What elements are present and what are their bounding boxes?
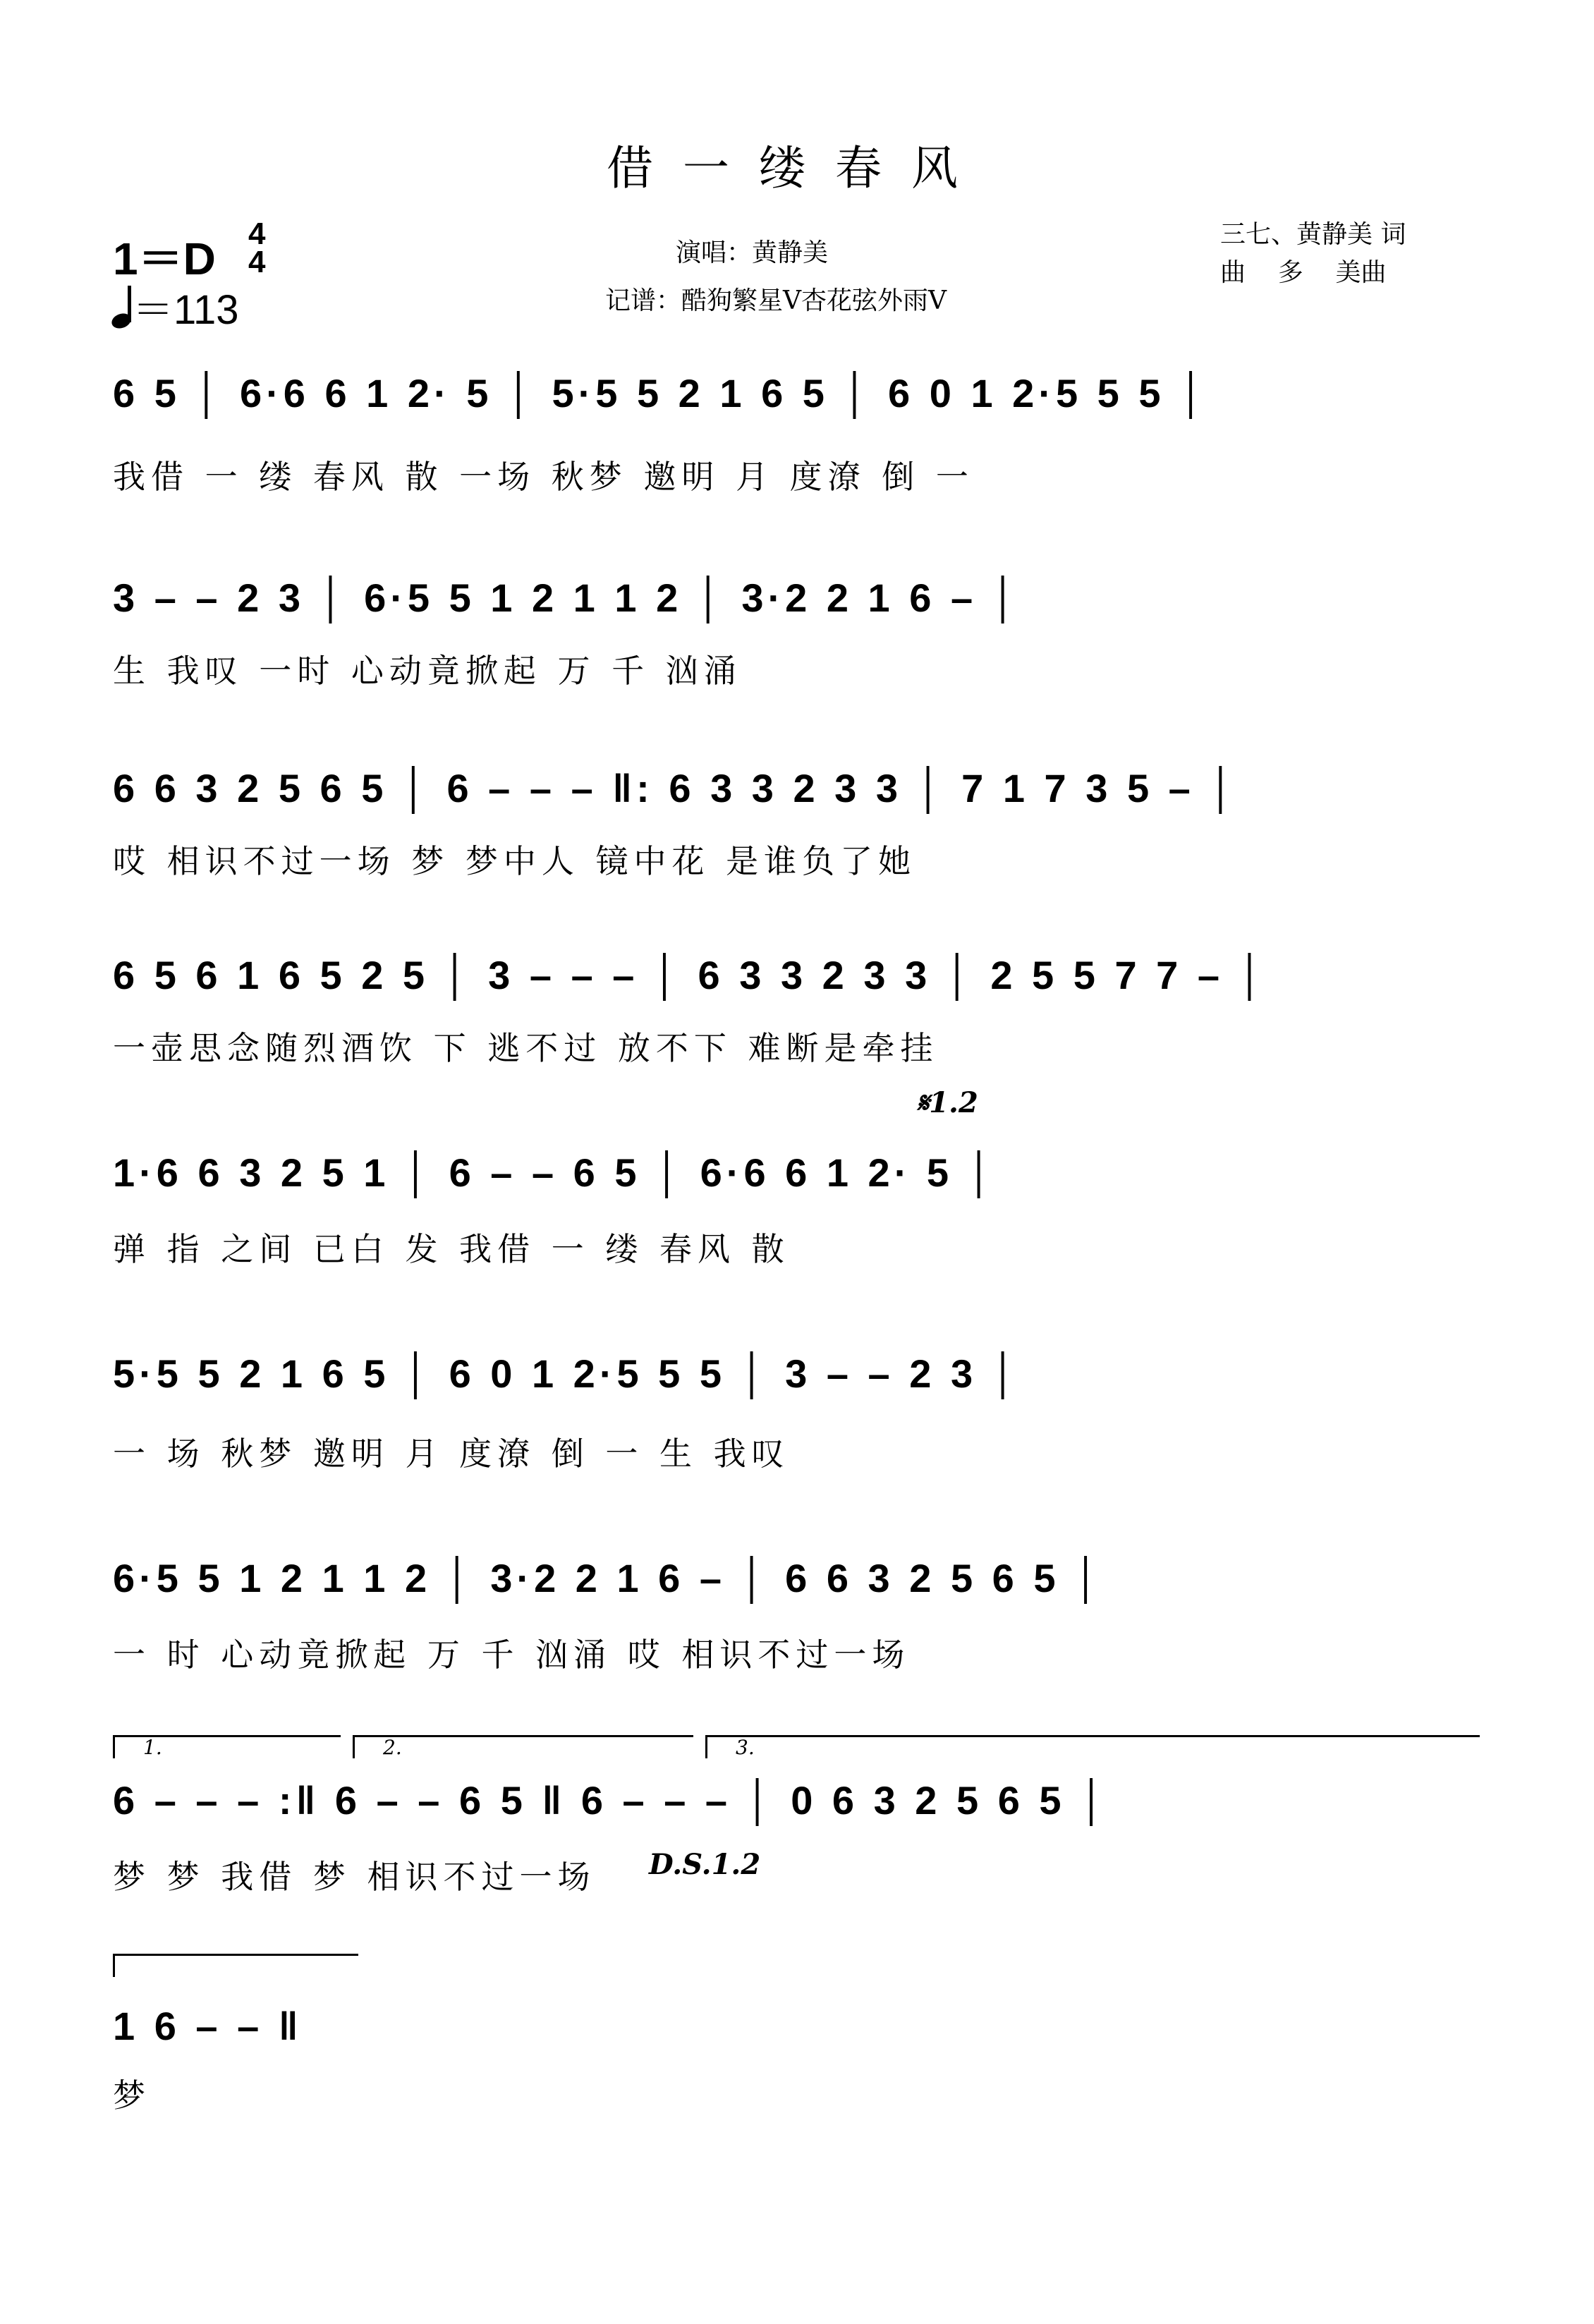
time-signature (248, 217, 266, 279)
lyrics-line-7: 一 时 心动竟掀起 万 千 汹涌 哎 相识不过一场 (113, 1636, 911, 1674)
segno-marker: 𝄋1.2 (917, 1086, 978, 1119)
notes-line-2: 3 – – 2 3 │ 6·5 5 1 2 1 1 2 │ 3·2 2 1 6 – │ (113, 576, 1021, 620)
notes-line-7: 6·5 5 1 2 1 1 2 │ 3·2 2 1 6 – │ 6 6 3 2 5 6 5 │ (113, 1556, 1105, 1600)
lyrics-line-3: 哎 相识不过一场 梦 梦中人 镜中花 是谁负了她 (113, 842, 917, 880)
composer: 曲 多 美曲 (1220, 258, 1387, 287)
notes-line-1: 6 5 │ 6·6 6 1 2· 5 │ 5·5 5 2 1 6 5 │ 6 0 1 2·5 5 5 │ (113, 371, 1210, 415)
notes-line-8: 6 – – – :‖ 6 – – 6 5 ‖ 6 – – – │ 0 6 3 2 5 6 5 │ (113, 1778, 1110, 1823)
volta-2 (353, 1735, 693, 1758)
transcriber: 记谱：酷狗繁星V杏花弦外雨V (605, 286, 947, 315)
notes-line-4: 6 5 6 1 6 5 2 5 │ 3 – – – │ 6 3 3 2 3 3 │ 2 5 5 7 7 – │ (113, 953, 1268, 997)
time-top: 4 (248, 217, 266, 251)
tempo-value: ＝113 (133, 287, 239, 333)
lyrics-line-4: 一壶思念随烈酒饮 下 逃不过 放不下 难断是牵挂 (113, 1029, 939, 1067)
key-signature: 1＝D (113, 233, 216, 284)
lyrics-line-6: 一 场 秋梦 邀明 月 度潦 倒 一 生 我叹 (113, 1435, 790, 1473)
ds-marker: D.S.1.2 (649, 1848, 761, 1881)
notes-line-6: 5·5 5 2 1 6 5 │ 6 0 1 2·5 5 5 │ 3 – – 2 3 │ (113, 1351, 1021, 1396)
lyricist: 三七、黄静美 词 (1220, 220, 1406, 249)
notes-line-3: 6 6 3 2 5 6 5 │ 6 – – – ‖: 6 3 3 2 3 3 │ 7 1 7 3 5 – │ (113, 766, 1239, 810)
volta-1 (113, 1735, 341, 1758)
quarter-note-icon (111, 288, 133, 328)
lyrics-line-8: 梦 梦 我借 梦 相识不过一场 (113, 1858, 596, 1896)
volta-2-label: 2. (383, 1736, 402, 1759)
singer: 演唱：黄静美 (676, 238, 829, 267)
notes-line-5: 1·6 6 3 2 5 1 │ 6 – – 6 5 │ 6·6 6 1 2· 5 │ (113, 1150, 997, 1195)
lyrics-line-5: 弹 指 之间 已白 发 我借 一 缕 春风 散 (113, 1230, 790, 1268)
song-title: 借一缕春风 (607, 141, 987, 195)
volta-3 (705, 1735, 1480, 1758)
lyrics-line-9: 梦 (113, 2076, 151, 2115)
notes-line-9: 1 6 – – ‖ (113, 2004, 303, 2048)
lyrics-line-2: 生 我叹 一时 心动竟掀起 万 千 汹涌 (113, 652, 742, 690)
final-bracket (113, 1954, 358, 1977)
lyrics-line-1: 我借 一 缕 春风 散 一场 秋梦 邀明 月 度潦 倒 一 (113, 458, 974, 496)
tempo (111, 276, 238, 336)
volta-1-label: 1. (143, 1736, 162, 1759)
volta-3-label: 3. (736, 1736, 755, 1759)
time-bottom: 4 (248, 245, 266, 279)
